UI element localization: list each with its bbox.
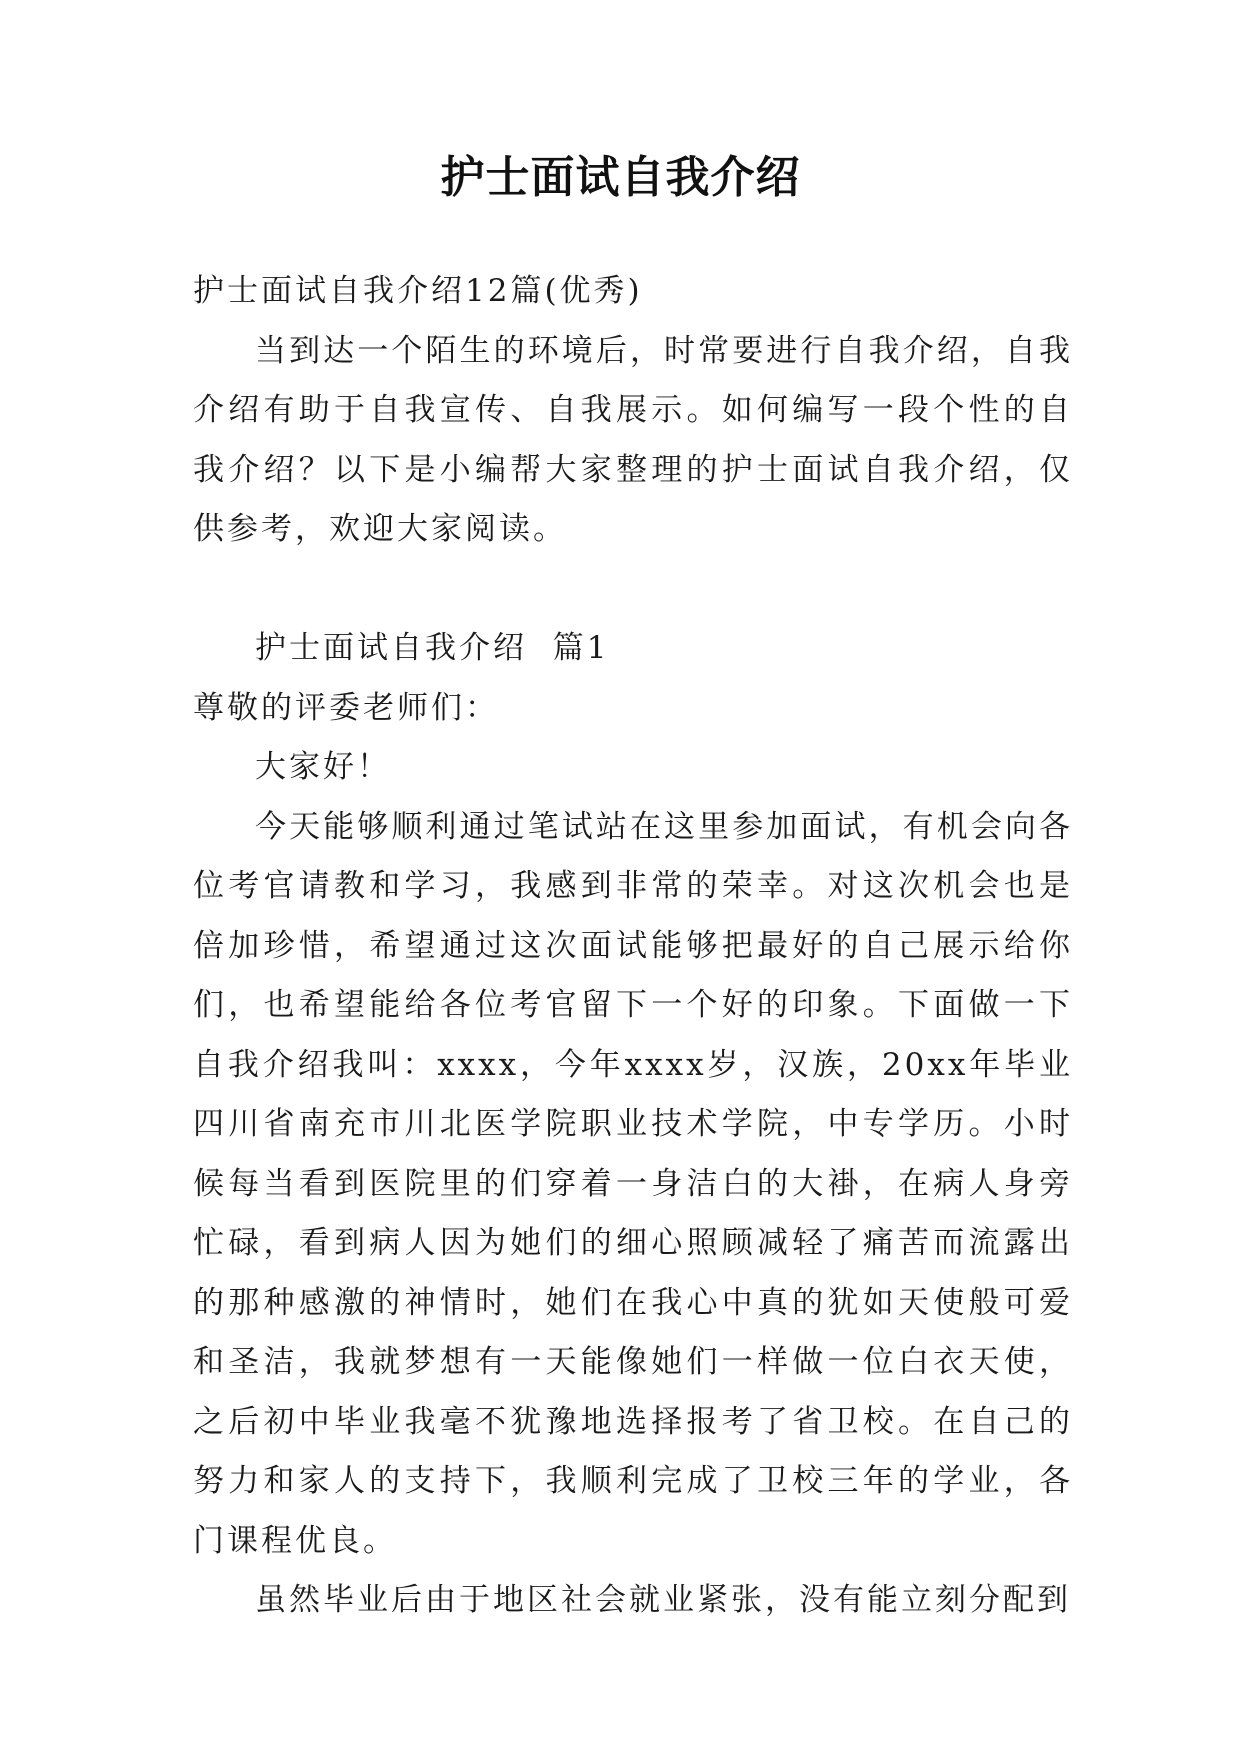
body-paragraph-1: 今天能够顺利通过笔试站在这里参加面试，有机会向各位考官请教和学习，我感到非常的荣幸。对这次机会也是倍加珍惜，希望通过这次面试能够把最好的自己展示给你们，也希望能给各位考官留下一个好的印象。下面做一下自我介绍我叫：xxxx，今年xxxx岁，汉族，20xx年毕业四川省南充市川北医学院职业技术学院，中专学历。小时候每当看到医院里的们穿着一身洁白的大褂，在病人身旁忙碌，看到病人因为她们的细心照顾减轻了痛苦而流露出的那种感激的神情时，她们在我心中真的犹如天使般可爱和圣洁，我就梦想有一天能像她们一样做一位白衣天使，之后初中毕业我毫不犹豫地选择报考了省卫校。在自己的努力和家人的支持下，我顺利完成了卫校三年的学业，各门课程优良。 [193,808,1073,1559]
intro-paragraph: 当到达一个陌生的环境后，时常要进行自我介绍，自我介绍有助于自我宣传、自我展示。如何编写一段个性的自我介绍？以下是小编帮大家整理的护士面试自我介绍，仅供参考，欢迎大家阅读。 [193,332,1073,547]
document-title: 护士面试自我介绍 [440,152,801,203]
document-subtitle: 护士面试自我介绍12篇(优秀) [193,273,643,309]
body-paragraph-2: 虽然毕业后由于地区社会就业紧张，没有能立刻分配到 [255,1582,1071,1618]
section-heading: 护士面试自我介绍 篇1 [255,630,610,666]
document-body [193,262,1073,1631]
salutation: 尊敬的评委老师们： [193,689,499,726]
greeting: 大家好！ [255,749,391,785]
